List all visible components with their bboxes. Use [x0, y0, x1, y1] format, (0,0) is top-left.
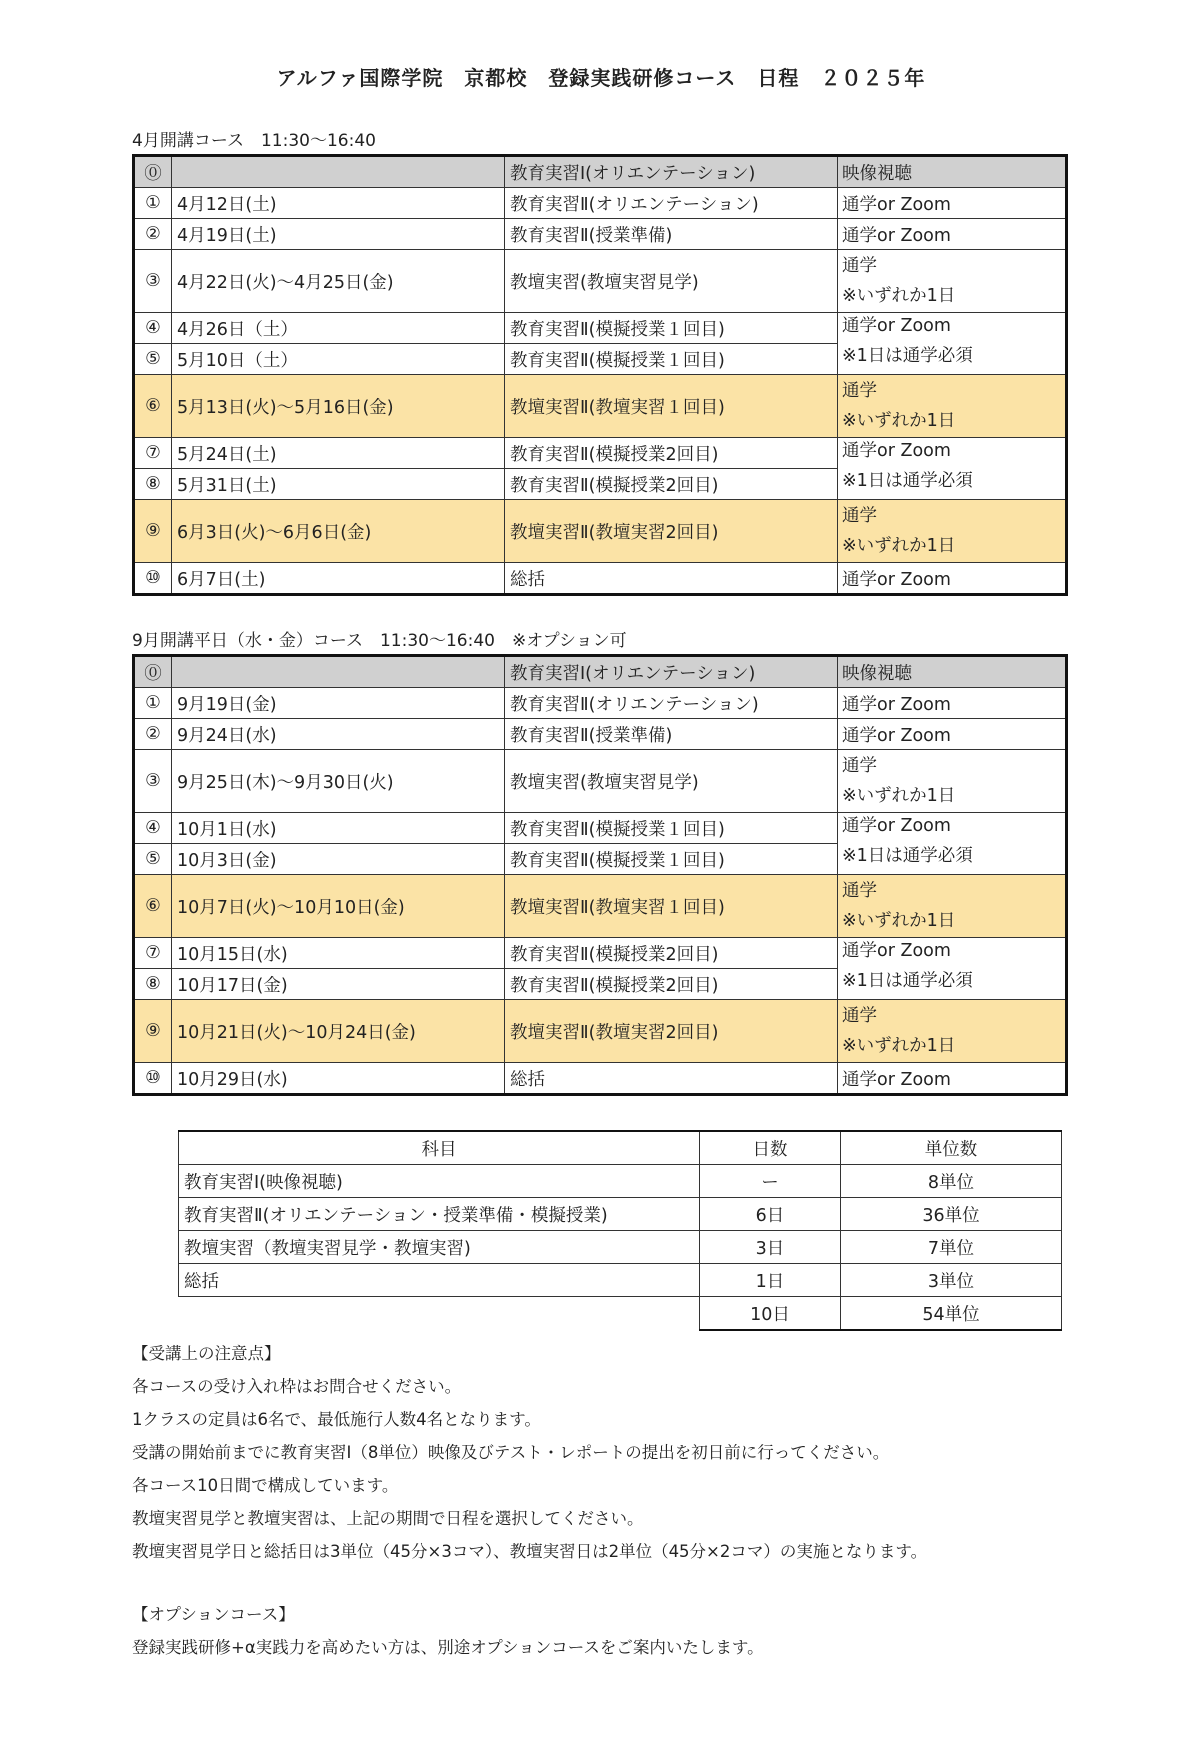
- subject-cell: 教育実習Ⅱ(模擬授業１回目): [505, 344, 838, 375]
- summary-subject: 教育実習Ⅰ(映像視聴): [179, 1165, 700, 1198]
- subject-cell: 教育実習Ⅱ(オリエンテーション): [505, 188, 838, 219]
- summary-units-header: 単位数: [841, 1131, 1062, 1165]
- row-number: ④: [134, 813, 172, 844]
- option-text: 登録実践研修+α実践力を高めたい方は、別途オプションコースをご案内いたします。: [132, 1638, 764, 1657]
- mode-cell: 映像視聴: [838, 156, 1067, 188]
- table-row: [134, 938, 1067, 969]
- table-row-highlighted: [134, 375, 1067, 438]
- mode-note: ※1日は通学必須: [842, 346, 973, 366]
- row-number: ⑥: [134, 875, 172, 938]
- summary-subject-header: 科目: [179, 1131, 700, 1165]
- mode-note: ※いずれか1日: [842, 786, 956, 806]
- row-number: ⑧: [134, 969, 172, 1000]
- subject-cell: 教育実習Ⅱ(模擬授業１回目): [505, 813, 838, 844]
- summary-row: [179, 1165, 1062, 1198]
- row-number: ⑤: [134, 844, 172, 875]
- summary-total-spacer: [179, 1297, 700, 1331]
- mode-text: 通学or Zoom: [842, 316, 951, 336]
- row-number: ⓪: [134, 156, 172, 188]
- summary-total-row: [179, 1297, 1062, 1331]
- mode-text: 通学: [842, 381, 877, 401]
- subject-cell: 教育実習Ⅱ(模擬授業2回目): [505, 438, 838, 469]
- summary-total-days: 10日: [700, 1297, 841, 1331]
- table-row: [134, 563, 1067, 595]
- date-cell: 5月13日(火)～5月16日(金): [172, 375, 505, 438]
- mode-cell: [838, 438, 1067, 500]
- mode-cell: 通学or Zoom: [838, 563, 1067, 595]
- subject-cell: 教育実習Ⅱ(オリエンテーション): [505, 688, 838, 719]
- date-cell: 5月10日（土）: [172, 344, 505, 375]
- table-row: [134, 750, 1067, 813]
- table-row: [134, 1063, 1067, 1095]
- table-row: [134, 813, 1067, 844]
- summary-table: [178, 1130, 1062, 1331]
- mode-note: ※いずれか1日: [842, 536, 956, 556]
- table-row-highlighted: [134, 1000, 1067, 1063]
- mode-cell: [838, 813, 1067, 875]
- subject-cell: 教育実習Ⅰ(オリエンテーション): [505, 156, 838, 188]
- date-cell: 4月19日(土): [172, 219, 505, 250]
- subject-cell: 教壇実習(教壇実習見学): [505, 250, 838, 313]
- notes-heading: 【受講上の注意点】: [132, 1344, 281, 1363]
- date-cell: 10月17日(金): [172, 969, 505, 1000]
- note-line: 各コース10日間で構成しています。: [132, 1476, 399, 1495]
- mode-cell: 通学or Zoom: [838, 719, 1067, 750]
- date-cell: [172, 156, 505, 188]
- subject-cell: 教壇実習Ⅱ(教壇実習１回目): [505, 875, 838, 938]
- row-number: ⑩: [134, 1063, 172, 1095]
- row-number: ①: [134, 188, 172, 219]
- summary-units: 8単位: [841, 1165, 1062, 1198]
- date-cell: 9月25日(木)～9月30日(火): [172, 750, 505, 813]
- summary-header-row: [179, 1131, 1062, 1165]
- date-cell: 10月7日(火)～10月10日(金): [172, 875, 505, 938]
- note-line: 受講の開始前までに教育実習Ⅰ（8単位）映像及びテスト・レポートの提出を初日前に行ってください。: [132, 1443, 890, 1462]
- summary-days: 6日: [700, 1198, 841, 1231]
- mode-text: 通学: [842, 881, 877, 901]
- summary-days: 3日: [700, 1231, 841, 1264]
- summary-row: [179, 1198, 1062, 1231]
- summary-subject: 教壇実習（教壇実習見学・教壇実習): [179, 1231, 700, 1264]
- mode-note: ※いずれか1日: [842, 911, 956, 931]
- date-cell: [172, 656, 505, 688]
- subject-cell: 教育実習Ⅱ(授業準備): [505, 219, 838, 250]
- subject-cell: 教育実習Ⅱ(模擬授業１回目): [505, 844, 838, 875]
- table-row: [134, 219, 1067, 250]
- mode-text: 通学or Zoom: [842, 941, 951, 961]
- row-number: ⑨: [134, 500, 172, 563]
- document-title: アルファ国際学院 京都校 登録実践研修コース 日程 ２０２５年: [276, 66, 926, 90]
- mode-text: 通学or Zoom: [842, 441, 951, 461]
- mode-text: 通学: [842, 506, 877, 526]
- table-row: [134, 250, 1067, 313]
- subject-cell: 教壇実習Ⅱ(教壇実習2回目): [505, 500, 838, 563]
- row-number: ④: [134, 313, 172, 344]
- subject-cell: 教壇実習(教壇実習見学): [505, 750, 838, 813]
- mode-cell: 映像視聴: [838, 656, 1067, 688]
- row-number: ⑥: [134, 375, 172, 438]
- summary-subject: 総括: [179, 1264, 700, 1297]
- summary-days-header: 日数: [700, 1131, 841, 1165]
- summary-total-units: 54単位: [841, 1297, 1062, 1331]
- row-number: ⑩: [134, 563, 172, 595]
- note-line: 1クラスの定員は6名で、最低施行人数4名となります。: [132, 1410, 541, 1429]
- summary-days: ー: [700, 1165, 841, 1198]
- summary-row: [179, 1231, 1062, 1264]
- date-cell: 4月22日(火)～4月25日(金): [172, 250, 505, 313]
- table-row: [134, 719, 1067, 750]
- mode-cell: [838, 875, 1067, 938]
- date-cell: 4月26日（土）: [172, 313, 505, 344]
- summary-row: [179, 1264, 1062, 1297]
- subject-cell: 教育実習Ⅱ(授業準備): [505, 719, 838, 750]
- date-cell: 5月24日(土): [172, 438, 505, 469]
- date-cell: 9月19日(金): [172, 688, 505, 719]
- subject-cell: 教育実習Ⅱ(模擬授業2回目): [505, 938, 838, 969]
- summary-subject: 教育実習Ⅱ(オリエンテーション・授業準備・模擬授業): [179, 1198, 700, 1231]
- schedule-table-september: [132, 654, 1068, 1096]
- date-cell: 10月21日(火)～10月24日(金): [172, 1000, 505, 1063]
- mode-cell: [838, 250, 1067, 313]
- subject-cell: 教壇実習Ⅱ(教壇実習2回目): [505, 1000, 838, 1063]
- option-heading: 【オプションコース】: [132, 1605, 295, 1624]
- mode-cell: [838, 1000, 1067, 1063]
- subject-cell: 教育実習Ⅱ(模擬授業2回目): [505, 469, 838, 500]
- row-number: ⑧: [134, 469, 172, 500]
- mode-cell: [838, 500, 1067, 563]
- summary-units: 7単位: [841, 1231, 1062, 1264]
- note-line: 各コースの受け入れ枠はお問合せください。: [132, 1377, 462, 1396]
- row-number: ③: [134, 750, 172, 813]
- mode-cell: 通学or Zoom: [838, 688, 1067, 719]
- mode-cell: [838, 750, 1067, 813]
- mode-text: 通学: [842, 1006, 877, 1026]
- row-number: ②: [134, 219, 172, 250]
- subject-cell: 教壇実習Ⅱ(教壇実習１回目): [505, 375, 838, 438]
- table-row-highlighted: [134, 875, 1067, 938]
- subject-cell: 教育実習Ⅱ(模擬授業2回目): [505, 969, 838, 1000]
- table-row: [134, 688, 1067, 719]
- mode-note: ※いずれか1日: [842, 411, 956, 431]
- row-number: ⑨: [134, 1000, 172, 1063]
- mode-text: 通学or Zoom: [842, 816, 951, 836]
- table-row-highlighted: [134, 500, 1067, 563]
- subject-cell: 総括: [505, 1063, 838, 1095]
- table-header-row: [134, 656, 1067, 688]
- date-cell: 10月3日(金): [172, 844, 505, 875]
- mode-text: 通学: [842, 256, 877, 276]
- row-number: ⑦: [134, 938, 172, 969]
- subject-cell: 教育実習Ⅰ(オリエンテーション): [505, 656, 838, 688]
- date-cell: 10月15日(水): [172, 938, 505, 969]
- mode-cell: [838, 375, 1067, 438]
- date-cell: 4月12日(土): [172, 188, 505, 219]
- summary-units: 3単位: [841, 1264, 1062, 1297]
- row-number: ⑦: [134, 438, 172, 469]
- mode-note: ※1日は通学必須: [842, 971, 973, 991]
- date-cell: 10月29日(水): [172, 1063, 505, 1095]
- date-cell: 5月31日(土): [172, 469, 505, 500]
- course-heading-april: 4月開講コース 11:30～16:40: [132, 131, 376, 151]
- row-number: ②: [134, 719, 172, 750]
- mode-cell: [838, 938, 1067, 1000]
- table-row: [134, 313, 1067, 344]
- row-number: ⑤: [134, 344, 172, 375]
- note-line: 教壇実習見学日と総括日は3単位（45分×3コマ）、教壇実習日は2単位（45分×2コマ）の実施となります。: [132, 1542, 928, 1561]
- document-sheet: [132, 40, 1070, 1664]
- table-header-row: [134, 156, 1067, 188]
- mode-text: 通学: [842, 756, 877, 776]
- course-heading-september: 9月開講平日（水・金）コース 11:30～16:40 ※オプション可: [132, 631, 627, 651]
- summary-days: 1日: [700, 1264, 841, 1297]
- mode-cell: 通学or Zoom: [838, 1063, 1067, 1095]
- row-number: ①: [134, 688, 172, 719]
- date-cell: 9月24日(水): [172, 719, 505, 750]
- mode-cell: 通学or Zoom: [838, 219, 1067, 250]
- mode-note: ※いずれか1日: [842, 1036, 956, 1056]
- mode-note: ※1日は通学必須: [842, 846, 973, 866]
- mode-cell: 通学or Zoom: [838, 188, 1067, 219]
- mode-note: ※いずれか1日: [842, 286, 956, 306]
- subject-cell: 総括: [505, 563, 838, 595]
- date-cell: 6月7日(土): [172, 563, 505, 595]
- subject-cell: 教育実習Ⅱ(模擬授業１回目): [505, 313, 838, 344]
- date-cell: 6月3日(火)～6月6日(金): [172, 500, 505, 563]
- row-number: ③: [134, 250, 172, 313]
- mode-cell: [838, 313, 1067, 375]
- notes-section: [132, 1337, 1070, 1664]
- row-number: ⓪: [134, 656, 172, 688]
- table-row: [134, 438, 1067, 469]
- mode-note: ※1日は通学必須: [842, 471, 973, 491]
- schedule-table-april: [132, 154, 1068, 596]
- note-line: 教壇実習見学と教壇実習は、上記の期間で日程を選択してください。: [132, 1509, 644, 1528]
- date-cell: 10月1日(水): [172, 813, 505, 844]
- table-row: [134, 188, 1067, 219]
- summary-units: 36単位: [841, 1198, 1062, 1231]
